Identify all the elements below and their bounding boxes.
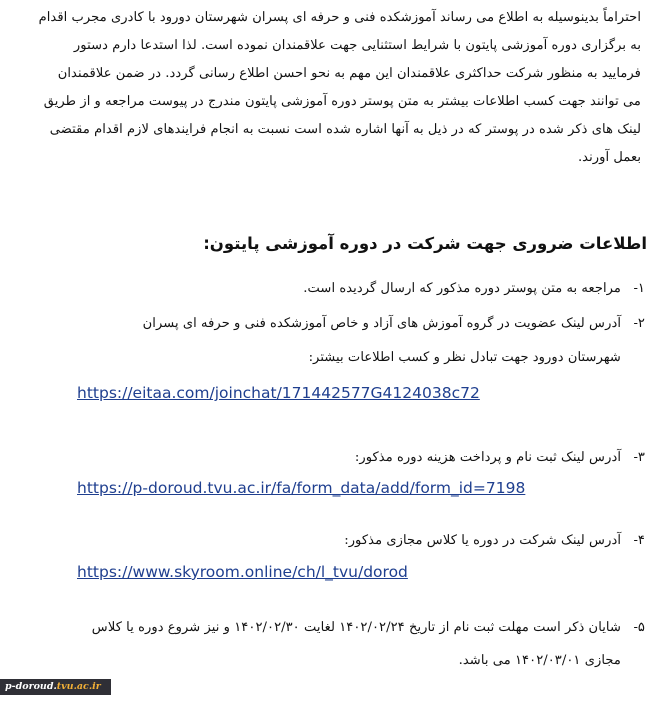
- item-text: شایان ذکر است مهلت ثبت نام از تاریخ ۱۴۰۲/۰۲/۲۴ لغایت ۱۴۰۲/۰۲/۳۰ و نیز شروع دوره یا کلاس: [91, 620, 621, 635]
- item-number: ۵-: [633, 620, 645, 635]
- item-continuation: مجازی ۱۴۰۲/۰۳/۰۱ می باشد.: [458, 653, 621, 668]
- registration-form-link[interactable]: https://p-doroud.tvu.ac.ir/fa/form_data/add/form_id=7198: [77, 479, 526, 497]
- intro-line: بعمل آورند.: [577, 150, 641, 165]
- item-number: ۲-: [633, 316, 645, 331]
- list-item-2: [20, 310, 645, 338]
- intro-line: احتراماً بدینوسیله به اطلاع می رساند آموزشکده فنی و حرفه ای پسران شهرستان دورود با کادری مجرب اقدام: [38, 10, 641, 25]
- watermark-prefix: p-doroud.: [5, 681, 57, 692]
- item-continuation: شهرستان دورود جهت تبادل نظر و کسب اطلاعات بیشتر:: [308, 350, 621, 365]
- eitaa-group-link[interactable]: https://eitaa.com/joinchat/171442577G4124038c72: [77, 384, 480, 402]
- intro-paragraph: [24, 4, 641, 172]
- item-text: آدرس لینک ثبت نام و پرداخت هزینه دوره مذکور:: [354, 450, 621, 465]
- item-text: آدرس لینک شرکت در دوره یا کلاس مجازی مذکور:: [344, 533, 621, 548]
- list-item-5: [20, 614, 645, 642]
- list-item-3: [20, 444, 645, 472]
- item-number: ۱-: [633, 281, 645, 296]
- list-item-4: [20, 527, 645, 555]
- site-watermark: [0, 679, 111, 695]
- item-text: مراجعه به متن پوستر دوره مذکور که ارسال گردیده است.: [303, 281, 621, 296]
- item-text: آدرس لینک عضویت در گروه آموزش های آزاد و خاص آموزشکده فنی و حرفه ای پسران: [142, 316, 621, 331]
- item-number: ۴-: [633, 533, 645, 548]
- list-item-1: [20, 275, 645, 303]
- watermark-domain: tvu.ac.ir: [56, 681, 101, 692]
- intro-line: لینک های ذکر شده در پوستر که در ذیل به آنها اشاره شده است نسبت به انجام فرایندهای لازم اقدام مقتضی: [49, 122, 641, 137]
- intro-line: فرمایید به منظور شرکت حداکثری علاقمندان این مهم به نحو احسن اطلاع رسانی گردد. در ضمن علاقمندان: [57, 66, 641, 81]
- intro-line: می توانند جهت کسب اطلاعات بیشتر به متن پوستر دوره آموزشی پایتون مندرج در پیوست مراجعه و از طریق: [43, 94, 641, 109]
- skyroom-class-link[interactable]: https://www.skyroom.online/ch/l_tvu/dorod: [77, 563, 408, 581]
- item-number: ۳-: [633, 450, 645, 465]
- intro-line: به برگزاری دوره آموزشی پایتون با شرایط استثنایی جهت علاقمندان نموده است. لذا استدعا دارم دستور: [73, 38, 641, 53]
- section-title: اطلاعات ضروری جهت شرکت در دوره آموزشی پایتون:: [203, 234, 647, 253]
